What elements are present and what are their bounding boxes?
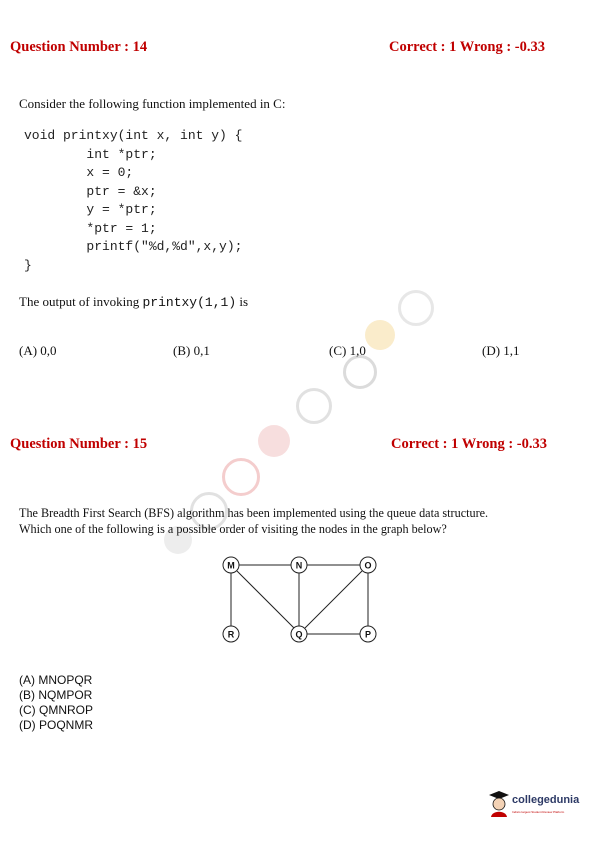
question-15-prompt-line-1: The Breadth First Search (BFS) algorithm has been implemented using the queue data structure. [19,506,489,520]
question-15-number: Question Number : 15 [10,436,148,452]
question-14-prompt: Consider the following function implemented in C: [19,96,286,111]
option-d[interactable]: (D) POQNMR [19,718,93,732]
question-14-output-line [19,294,248,311]
node-label-m: M [227,560,235,571]
question-14-number: Question Number : 14 [10,39,148,55]
output-prefix: The output of invoking [19,294,140,309]
code-line: int *ptr; [24,146,157,162]
output-suffix: is [239,294,249,309]
watermark-badge [398,290,434,326]
code-line: } [24,257,32,273]
option-d[interactable]: (D) 1,1 [482,343,520,358]
code-line: *ptr = 1; [24,220,157,236]
watermark-badge [258,425,290,457]
code-line: ptr = &x; [24,183,157,199]
question-15-marks: Correct : 1 Wrong : -0.33 [391,436,547,452]
option-c[interactable]: (C) 1,0 [329,343,366,358]
option-b[interactable]: (B) 0,1 [173,343,210,358]
logo-tagline: India's largest Student Review Platform [512,810,565,814]
option-a[interactable]: (A) MNOPQR [19,673,93,687]
option-b[interactable]: (B) NQMPOR [19,688,93,702]
code-block [24,128,242,276]
output-call: printxy(1,1) [142,295,237,310]
graduate-icon [488,790,510,818]
code-line: y = *ptr; [24,202,157,217]
watermark-badge [343,355,377,389]
node-label-o: O [364,560,372,571]
edge-o-q [305,571,362,628]
graph-edges [231,565,368,634]
collegedunia-logo [488,790,592,824]
watermark-badge [365,320,395,350]
code-line: void printxy(int x, int y) { [24,128,243,143]
question-14-marks: Correct : 1 Wrong : -0.33 [389,39,545,55]
node-label-q: Q [295,629,303,640]
logo-wordmark: collegedunia [512,794,580,806]
watermark-badge [222,458,260,496]
node-label-r: R [227,629,235,640]
question-15-options [19,673,93,733]
question-15-prompt-line-2: Which one of the following is a possible order of visiting the nodes in the graph below? [19,522,447,536]
option-c[interactable]: (C) QMNROP [19,703,93,717]
watermark-badge [296,388,332,424]
node-label-n: N [295,560,303,571]
edge-m-q [237,571,294,628]
code-line: printf("%d,%d",x,y); [24,239,243,254]
bfs-graph [210,550,390,650]
code-line: x = 0; [24,165,134,180]
node-label-p: P [364,629,372,640]
option-a[interactable]: (A) 0,0 [19,343,57,358]
